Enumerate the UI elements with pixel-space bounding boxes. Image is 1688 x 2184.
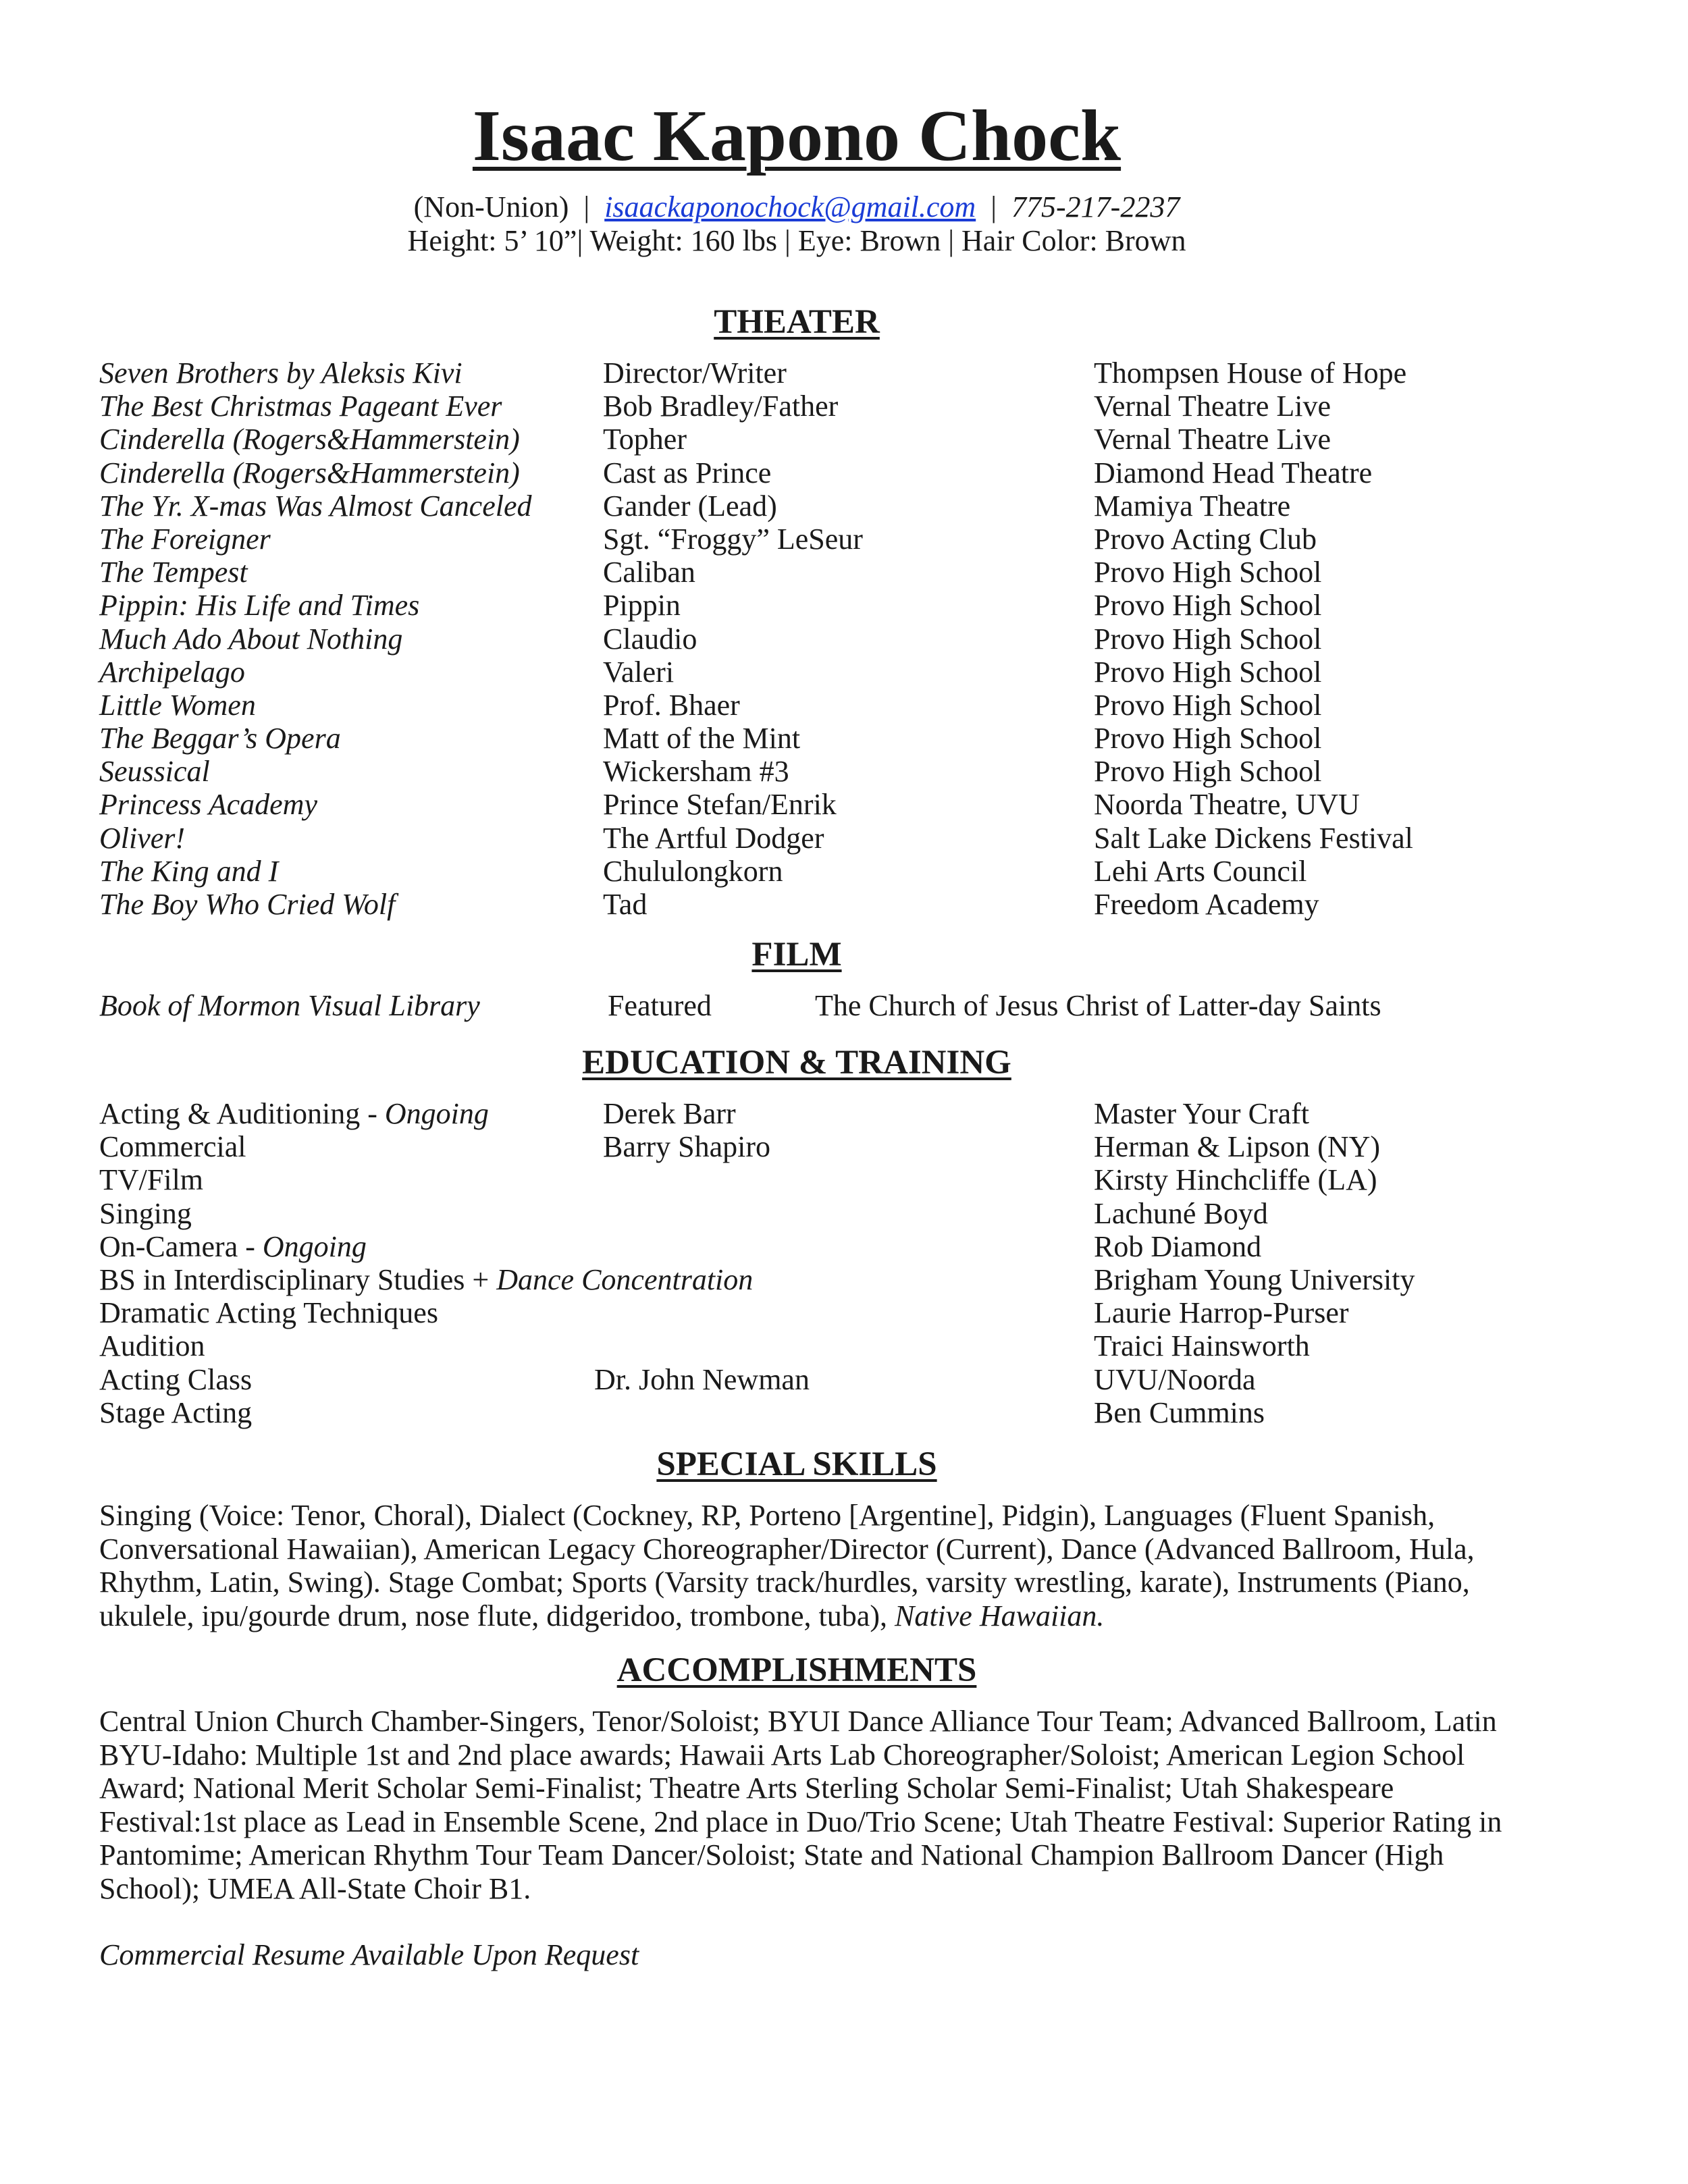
email-link[interactable]: isaackaponochock@gmail.com bbox=[604, 190, 976, 223]
education-heading: EDUCATION & TRAINING bbox=[582, 1044, 1011, 1082]
role: Bob Bradley/Father bbox=[603, 390, 839, 423]
film-producer: The Church of Jesus Christ of Latter-day Saints bbox=[815, 989, 1381, 1022]
role: Director/Writer bbox=[603, 356, 787, 390]
role: Pippin bbox=[603, 589, 681, 622]
show-title: Princess Academy bbox=[99, 788, 317, 822]
school: Master Your Craft bbox=[1094, 1097, 1309, 1130]
venue: Lehi Arts Council bbox=[1094, 854, 1307, 888]
commercial-resume-note: Commercial Resume Available Upon Request bbox=[99, 1938, 639, 1971]
role: Matt of the Mint bbox=[603, 722, 801, 755]
school: Brigham Young University bbox=[1094, 1262, 1415, 1296]
theater-row bbox=[0, 855, 1688, 888]
theater-heading: THEATER bbox=[714, 303, 880, 341]
school: Laurie Harrop-Purser bbox=[1094, 1296, 1349, 1330]
venue: Provo High School bbox=[1094, 755, 1322, 789]
theater-row bbox=[0, 423, 1688, 456]
theater-list bbox=[0, 356, 1688, 921]
venue: Salt Lake Dickens Festival bbox=[1094, 821, 1413, 855]
theater-row bbox=[0, 689, 1688, 722]
venue: Thompsen House of Hope bbox=[1094, 356, 1407, 390]
role: Topher bbox=[603, 423, 687, 456]
theater-row bbox=[0, 656, 1688, 689]
venue: Vernal Theatre Live bbox=[1094, 390, 1331, 423]
show-title: The King and I bbox=[99, 854, 279, 888]
film-role: Featured bbox=[608, 989, 712, 1022]
theater-row bbox=[0, 456, 1688, 489]
course: TV/Film bbox=[99, 1163, 204, 1197]
education-row bbox=[0, 1263, 1688, 1296]
skills-text: Singing (Voice: Tenor, Choral), Dialect (Cockney, RP, Porteno [Argentine], Pidgin), Languages (Fluent Spanish, Conversational Hawaiian), American Legacy Choreographer/Director (Current), Dance (Advanced Ballroom, Hula, Rhythm, Latin, Swing). Stage Combat; Sports (Varsity track/hurdles, varsity wrestling, karate), Instruments (Piano, ukulele, ipu/gourde drum, nose flute, didgeridoo, trombone, tuba), Native Hawaiian. bbox=[99, 1499, 1475, 1632]
show-title: Oliver! bbox=[99, 821, 186, 855]
course: Stage Acting bbox=[99, 1395, 253, 1429]
role: Prof. Bhaer bbox=[603, 688, 740, 722]
role: Sgt. “Froggy” LeSeur bbox=[603, 522, 863, 556]
course: Audition bbox=[99, 1329, 205, 1363]
show-title: Seussical bbox=[99, 755, 210, 789]
venue: Provo High School bbox=[1094, 556, 1322, 589]
role: Tad bbox=[603, 888, 648, 921]
theater-row bbox=[0, 822, 1688, 855]
phone-number: 775-217-2237 bbox=[1011, 190, 1180, 223]
venue: Noorda Theatre, UVU bbox=[1094, 788, 1360, 822]
show-title: The Boy Who Cried Wolf bbox=[99, 888, 396, 921]
role: Claudio bbox=[603, 622, 697, 656]
school: Ben Cummins bbox=[1094, 1395, 1265, 1429]
instructor: Barry Shapiro bbox=[603, 1130, 771, 1164]
physical-stats: Height: 5’ 10”| Weight: 160 lbs | Eye: Brown | Hair Color: Brown bbox=[407, 224, 1186, 257]
film-list bbox=[0, 989, 1688, 1022]
role: The Artful Dodger bbox=[603, 821, 824, 855]
education-row bbox=[0, 1130, 1688, 1163]
school: Rob Diamond bbox=[1094, 1229, 1262, 1263]
school: Traici Hainsworth bbox=[1094, 1329, 1310, 1363]
skills-heading: SPECIAL SKILLS bbox=[656, 1445, 937, 1483]
film-heading: FILM bbox=[751, 936, 842, 974]
education-row bbox=[0, 1296, 1688, 1329]
show-title: Archipelago bbox=[99, 655, 245, 689]
show-title: The Yr. X-mas Was Almost Canceled bbox=[99, 489, 532, 523]
venue: Provo High School bbox=[1094, 655, 1322, 689]
contact-line: (Non-Union) | isaackaponochock@gmail.com | 775-217-2237 bbox=[413, 190, 1180, 223]
school: Herman & Lipson (NY) bbox=[1094, 1130, 1381, 1164]
course: On-Camera - Ongoing bbox=[99, 1229, 367, 1263]
instructor: Dr. John Newman bbox=[594, 1362, 810, 1396]
school: Kirsty Hinchcliffe (LA) bbox=[1094, 1163, 1377, 1197]
venue: Diamond Head Theatre bbox=[1094, 456, 1373, 489]
show-title: Pippin: His Life and Times bbox=[99, 589, 420, 622]
theater-row bbox=[0, 489, 1688, 523]
education-row bbox=[0, 1197, 1688, 1230]
venue: Provo High School bbox=[1094, 589, 1322, 622]
show-title: The Best Christmas Pageant Ever bbox=[99, 390, 502, 423]
education-row bbox=[0, 1363, 1688, 1396]
course: BS in Interdisciplinary Studies + Dance Concentration bbox=[99, 1262, 754, 1296]
theater-row bbox=[0, 356, 1688, 390]
role: Valeri bbox=[603, 655, 675, 689]
theater-row bbox=[0, 622, 1688, 656]
course: Singing bbox=[99, 1196, 192, 1230]
actor-name: Isaac Kapono Chock bbox=[472, 96, 1122, 176]
school: UVU/Noorda bbox=[1094, 1362, 1256, 1396]
role: Prince Stefan/Enrik bbox=[603, 788, 837, 822]
course: Acting & Auditioning - Ongoing bbox=[99, 1097, 489, 1130]
venue: Vernal Theatre Live bbox=[1094, 423, 1331, 456]
show-title: Little Women bbox=[99, 688, 256, 722]
show-title: Cinderella (Rogers&Hammerstein) bbox=[99, 423, 520, 456]
theater-row bbox=[0, 722, 1688, 755]
accomplishments-text: Central Union Church Chamber-Singers, Tenor/Soloist; BYUI Dance Alliance Tour Team; Advanced Ballroom, Latin BYU-Idaho: Multiple 1st and 2nd place awards; Hawaii Arts Lab Choreographer/Soloist; American Legion School Award; National Merit Scholar Semi-Finalist; Theatre Arts Sterling Scholar Semi-Finalist; Utah Shakespeare Festival:1st place as Lead in Ensemble Scene, 2nd place in Duo/Trio Scene; Utah Theatre Festival: Superior Rating in Pantomime; American Rhythm Tour Team Dancer/Soloist; State and National Champion Ballroom Dancer (High School); UMEA All-State Choir B1. bbox=[99, 1705, 1502, 1905]
school: Lachuné Boyd bbox=[1094, 1196, 1268, 1230]
accomplishments-heading: ACCOMPLISHMENTS bbox=[616, 1651, 977, 1689]
show-title: Much Ado About Nothing bbox=[99, 622, 403, 656]
show-title: Seven Brothers by Aleksis Kivi bbox=[99, 356, 463, 390]
venue: Provo Acting Club bbox=[1094, 522, 1317, 556]
theater-row bbox=[0, 788, 1688, 821]
education-row bbox=[0, 1230, 1688, 1263]
theater-row bbox=[0, 390, 1688, 423]
course: Acting Class bbox=[99, 1362, 253, 1396]
role: Gander (Lead) bbox=[603, 489, 777, 523]
film-title: Book of Mormon Visual Library bbox=[99, 989, 480, 1022]
theater-row bbox=[0, 523, 1688, 556]
union-status: (Non-Union) bbox=[413, 190, 569, 223]
venue: Freedom Academy bbox=[1094, 888, 1319, 921]
theater-row bbox=[0, 755, 1688, 788]
course: Commercial bbox=[99, 1130, 246, 1164]
education-list bbox=[0, 1097, 1688, 1429]
show-title: The Tempest bbox=[99, 556, 248, 589]
education-row bbox=[0, 1097, 1688, 1130]
instructor: Derek Barr bbox=[603, 1097, 736, 1130]
venue: Provo High School bbox=[1094, 722, 1322, 755]
show-title: Cinderella (Rogers&Hammerstein) bbox=[99, 456, 520, 489]
role: Cast as Prince bbox=[603, 456, 772, 489]
venue: Mamiya Theatre bbox=[1094, 489, 1291, 523]
education-row bbox=[0, 1396, 1688, 1429]
course: Dramatic Acting Techniques bbox=[99, 1296, 438, 1330]
role: Wickersham #3 bbox=[603, 755, 789, 789]
film-row bbox=[0, 989, 1688, 1022]
education-row bbox=[0, 1329, 1688, 1362]
show-title: The Beggar’s Opera bbox=[99, 722, 341, 755]
theater-row bbox=[0, 556, 1688, 589]
show-title: The Foreigner bbox=[99, 522, 271, 556]
venue: Provo High School bbox=[1094, 622, 1322, 656]
role: Chululongkorn bbox=[603, 854, 783, 888]
theater-row bbox=[0, 589, 1688, 622]
education-row bbox=[0, 1163, 1688, 1196]
role: Caliban bbox=[603, 556, 695, 589]
venue: Provo High School bbox=[1094, 688, 1322, 722]
theater-row bbox=[0, 888, 1688, 921]
